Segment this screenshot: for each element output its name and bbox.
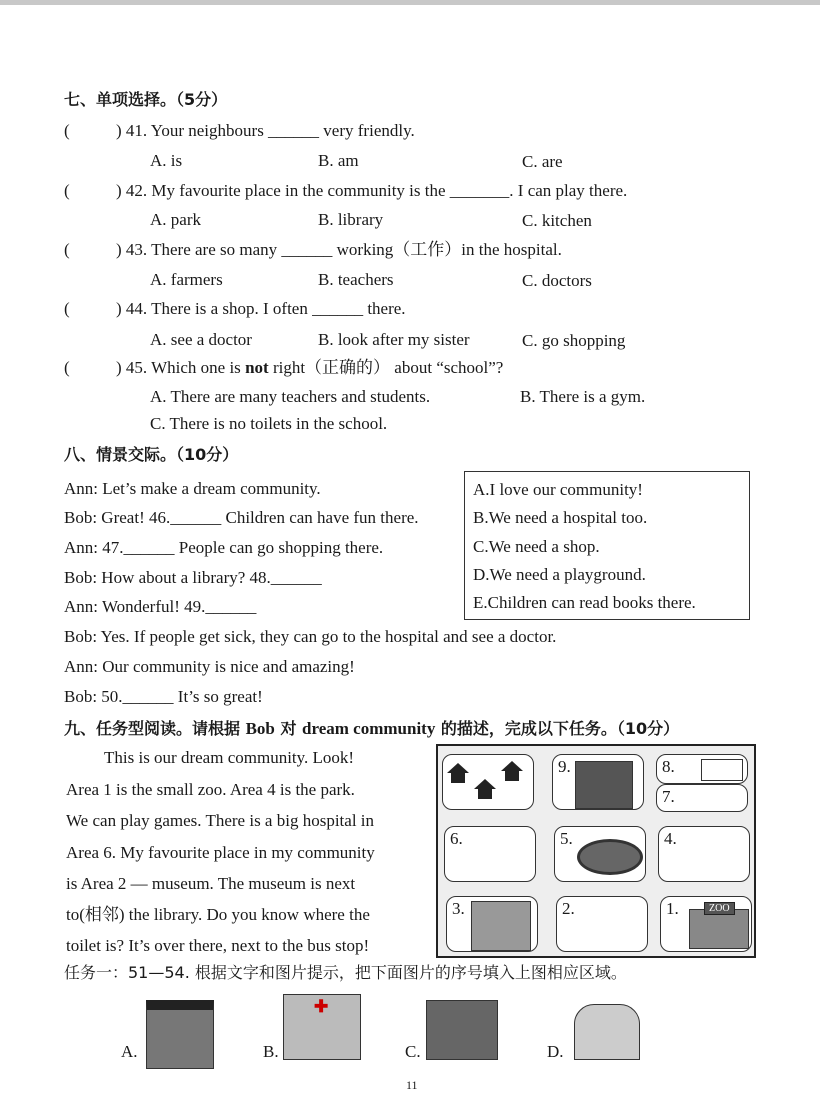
zoo-image bbox=[689, 903, 749, 949]
options-box bbox=[464, 471, 750, 620]
passage-line: is Area 2 — museum. The museum is next bbox=[66, 874, 356, 893]
option: B. There is a gym. bbox=[520, 387, 646, 406]
option: A. park bbox=[150, 210, 201, 229]
title-part: 九、任务型阅读。请根据 bbox=[64, 719, 246, 738]
passage-line: Area 1 is the small zoo. Area 4 is the park. bbox=[66, 780, 355, 799]
map-area-3 bbox=[446, 896, 538, 952]
map-area-6[interactable] bbox=[444, 826, 536, 882]
house-icon bbox=[447, 763, 469, 773]
area-label: 9. bbox=[558, 757, 571, 776]
option: B. look after my sister bbox=[318, 330, 470, 349]
page-number: 11 bbox=[406, 1078, 418, 1092]
area-label: 2. bbox=[562, 899, 575, 918]
dialog-line: Bob: Great! 46.______ Children can have fun there. bbox=[64, 508, 419, 527]
cross-icon: ✚ bbox=[314, 997, 329, 1016]
museum-image bbox=[574, 1004, 640, 1060]
playground-image bbox=[577, 839, 643, 875]
answer-paren[interactable]: ( bbox=[64, 240, 70, 259]
hospital-image bbox=[283, 994, 361, 1060]
passage-line: toilet is? It’s over there, next to the bus stop! bbox=[66, 936, 370, 955]
map-area-1 bbox=[660, 896, 752, 952]
title-part: dream community bbox=[302, 719, 436, 738]
dialog-line: Ann: Our community is nice and amazing! bbox=[64, 657, 355, 676]
dialog-line: Ann: Let’s make a dream community. bbox=[64, 479, 321, 498]
question-44: ) 44. There is a shop. I often ______ there. bbox=[116, 299, 406, 318]
library-image bbox=[471, 901, 531, 951]
houses-area bbox=[442, 754, 534, 810]
task-1-instruction: 任务一：51—54. 根据文字和图片提示，把下面图片的序号填入上图相应区域。 bbox=[64, 963, 627, 982]
dialog-line: Bob: Yes. If people get sick, they can go to the hospital and see a doctor. bbox=[64, 627, 557, 646]
area-label: 7. bbox=[662, 787, 675, 806]
dialog-option: E.Children can read books there. bbox=[473, 593, 696, 612]
title-part: Bob bbox=[245, 719, 275, 738]
passage-line: to(相邻) the library. Do you know where the bbox=[66, 905, 370, 924]
passage-line: This is our dream community. Look! bbox=[104, 748, 355, 767]
option: A. farmers bbox=[150, 270, 223, 289]
answer-paren[interactable]: ( bbox=[64, 181, 70, 200]
area-label: 3. bbox=[452, 899, 465, 918]
passage-line: Area 6. My favourite place in my community bbox=[66, 843, 375, 862]
map-area-8 bbox=[656, 754, 748, 784]
area-label: 6. bbox=[450, 829, 463, 848]
area-label: 4. bbox=[664, 829, 677, 848]
stem-part: ) 45. Which one is bbox=[116, 358, 246, 377]
question-45 bbox=[116, 358, 503, 378]
title-part: 的描述，完成以下任务。（10分） bbox=[435, 719, 680, 738]
market-image bbox=[575, 761, 633, 809]
section-7-title: 七、单项选择。（5分） bbox=[64, 90, 228, 109]
map-area-9 bbox=[552, 754, 644, 810]
pic-label-a: A. bbox=[121, 1042, 138, 1061]
dialog-line: Ann: 47.______ People can go shopping there. bbox=[64, 538, 384, 557]
stem-part: right（正确的） about “school”? bbox=[268, 358, 504, 377]
option: B. am bbox=[318, 151, 359, 170]
house-icon bbox=[501, 761, 523, 771]
option: C. go shopping bbox=[522, 331, 626, 350]
toilet-image bbox=[146, 1000, 214, 1069]
map-area-5 bbox=[554, 826, 646, 882]
option: A. is bbox=[150, 151, 183, 170]
question-41: ) 41. Your neighbours ______ very friendly. bbox=[116, 121, 415, 140]
pic-label-b: B. bbox=[263, 1042, 279, 1061]
community-map bbox=[436, 744, 756, 958]
pic-label-d: D. bbox=[547, 1042, 564, 1061]
pic-label-c: C. bbox=[405, 1042, 421, 1061]
dialog-option: B.We need a hospital too. bbox=[473, 508, 648, 527]
option: C. kitchen bbox=[522, 211, 592, 230]
question-43: ) 43. There are so many ______ working（工作）in the hospital. bbox=[116, 240, 562, 259]
stem-bold: not bbox=[245, 358, 269, 377]
option: A. see a doctor bbox=[150, 330, 252, 349]
option: B. library bbox=[318, 210, 384, 229]
area-label: 8. bbox=[662, 757, 675, 776]
dialog-option: A.I love our community! bbox=[473, 480, 643, 499]
bus-stop-image bbox=[701, 759, 743, 781]
answer-paren[interactable]: ( bbox=[64, 121, 70, 140]
title-part: 对 bbox=[274, 719, 303, 738]
dialog-option: C.We need a shop. bbox=[473, 537, 600, 556]
dialog-line: Ann: Wonderful! 49.______ bbox=[64, 597, 257, 616]
passage-line: We can play games. There is a big hospital in bbox=[66, 811, 375, 830]
section-9-title bbox=[64, 719, 679, 739]
map-area-2[interactable] bbox=[556, 896, 648, 952]
option: C. are bbox=[522, 152, 563, 171]
section-8-title: 八、情景交际。（10分） bbox=[64, 445, 239, 464]
map-area-7[interactable] bbox=[656, 784, 748, 812]
park-image bbox=[426, 1000, 498, 1060]
zoo-sign: ZOO bbox=[704, 902, 735, 915]
answer-paren[interactable]: ( bbox=[64, 358, 70, 377]
top-bar bbox=[0, 0, 820, 5]
dialog-line: Bob: 50.______ It’s so great! bbox=[64, 687, 263, 706]
question-42: ) 42. My favourite place in the community is the _______. I can play there. bbox=[116, 181, 628, 200]
option: C. There is no toilets in the school. bbox=[150, 414, 388, 433]
answer-paren[interactable]: ( bbox=[64, 299, 70, 318]
dialog-option: D.We need a playground. bbox=[473, 565, 646, 584]
option: A. There are many teachers and students. bbox=[150, 387, 431, 406]
option: B. teachers bbox=[318, 270, 394, 289]
area-label: 1. bbox=[666, 899, 679, 918]
option: C. doctors bbox=[522, 271, 592, 290]
area-label: 5. bbox=[560, 829, 573, 848]
house-icon bbox=[474, 779, 496, 789]
dialog-line: Bob: How about a library? 48.______ bbox=[64, 568, 322, 587]
map-area-4[interactable] bbox=[658, 826, 750, 882]
